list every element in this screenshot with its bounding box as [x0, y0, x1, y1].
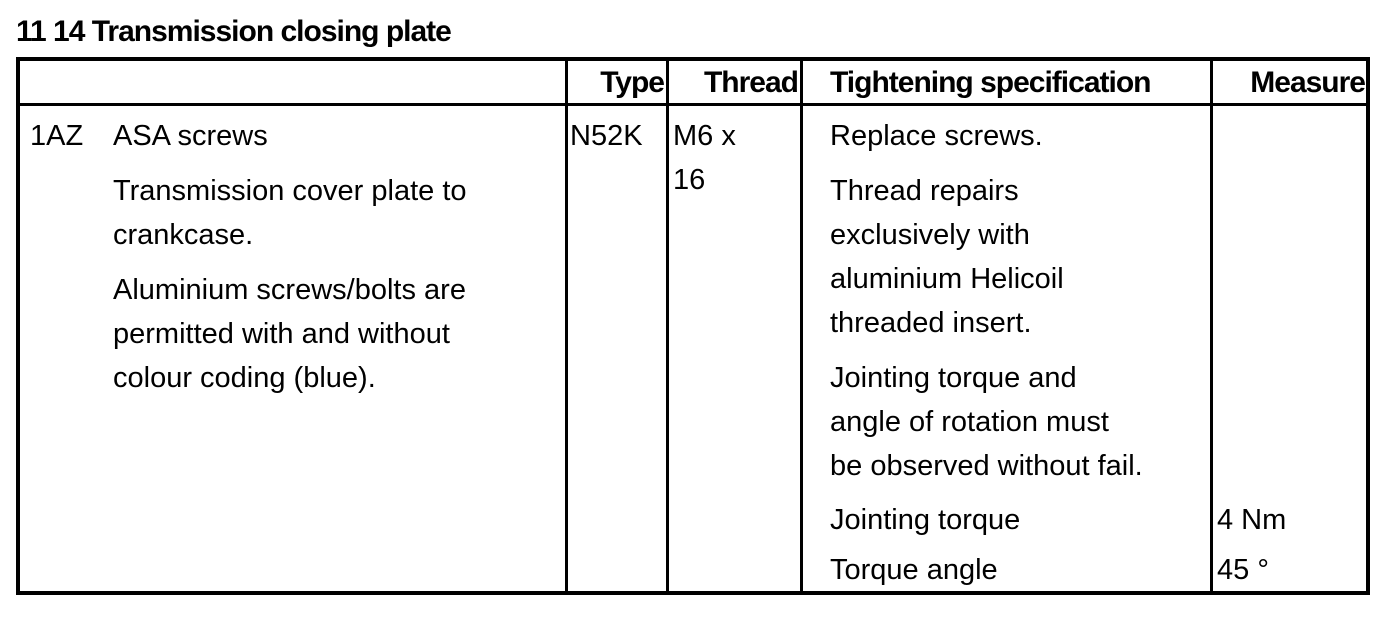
description-line: ASA screws	[113, 120, 268, 152]
description-paragraph	[113, 169, 467, 257]
description-cell	[113, 114, 467, 411]
spec-cell	[830, 114, 1143, 499]
header-spec: Tightening specification	[830, 66, 1151, 99]
header-thread: Thread	[703, 66, 798, 99]
spec-line: Thread repairs	[830, 175, 1019, 207]
spec-paragraph	[830, 169, 1143, 345]
jointing-torque-label: Jointing torque	[830, 504, 1021, 536]
description-line: colour coding (blue).	[113, 362, 376, 394]
spec-line: Jointing torque and	[830, 362, 1077, 394]
description-line: permitted with and without	[113, 318, 450, 350]
header-measure: Measure	[1250, 66, 1365, 99]
thread-line: 16	[673, 164, 706, 196]
spec-line: Replace screws.	[830, 120, 1043, 152]
column-divider-measure	[1210, 57, 1213, 595]
column-divider-type	[565, 57, 568, 595]
jointing-torque-value: 4 Nm	[1217, 504, 1287, 536]
column-divider-spec	[800, 57, 803, 595]
spec-line: be observed without fail.	[830, 450, 1143, 482]
description-name	[113, 114, 467, 158]
page-title: 11 14 Transmission closing plate	[16, 15, 451, 48]
description-line: crankcase.	[113, 219, 254, 251]
thread-line: M6 x	[673, 120, 736, 152]
spec-line: aluminium Helicoil	[830, 263, 1064, 295]
description-line: Transmission cover plate to	[113, 175, 467, 207]
spec-line: threaded insert.	[830, 307, 1032, 339]
torque-angle-value: 45 °	[1217, 554, 1269, 586]
torque-angle-label: Torque angle	[830, 554, 998, 586]
description-line: Aluminium screws/bolts are	[113, 274, 466, 306]
spec-line: angle of rotation must	[830, 406, 1109, 438]
type-value: N52K	[570, 120, 643, 152]
description-paragraph	[113, 268, 467, 400]
column-divider-thread	[666, 57, 669, 595]
spec-line: exclusively with	[830, 219, 1030, 251]
spec-paragraph	[830, 114, 1143, 158]
spec-paragraph	[830, 356, 1143, 488]
row-id: 1AZ	[30, 120, 84, 152]
thread-cell	[673, 114, 736, 202]
header-type: Type	[600, 66, 664, 99]
